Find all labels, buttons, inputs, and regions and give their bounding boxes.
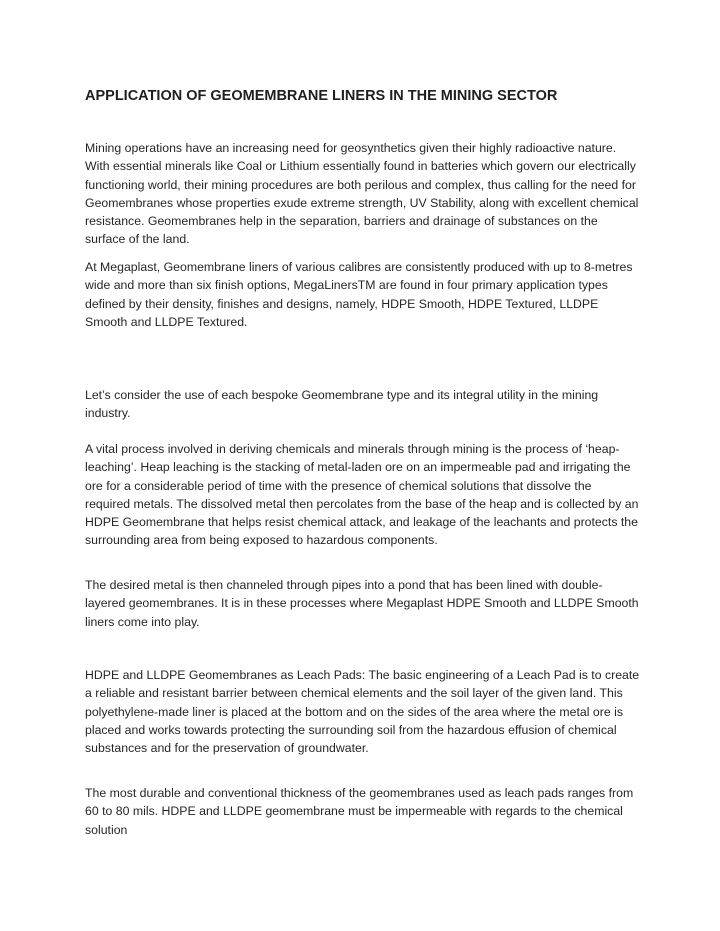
paragraph-leach-pads: HDPE and LLDPE Geomembranes as Leach Pads: The basic engineering of a Leach Pad is to create a reliable and resistant barrier between chemical elements and the soil layer of the given land. This polyethylene-made liner is placed at the bottom and on the sides of the area where the metal ore is placed and works towards protecting the surrounding soil from the hazardous effusion of chemical substances and for the preservation of groundwater. [85,668,640,756]
document-title: APPLICATION OF GEOMEMBRANE LINERS IN THE MINING SECTOR [85,88,558,104]
paragraph-desired-metal: The desired metal is then channeled through pipes into a pond that has been lined with double-layered geomembranes. It is in these processes where Megaplast HDPE Smooth and LLDPE Smooth liners come into play. [85,578,639,629]
paragraph-megaplast-liners: At Megaplast, Geomembrane liners of various calibres are consistently produced with up to 8-metres wide and more than six finish options, MegaLinersTM are found in four primary application types defined by their density, finishes and designs, namely, HDPE Smooth, HDPE Textured, LLDPE Smooth and LLDPE Textured. [85,260,633,329]
paragraph-thickness: The most durable and conventional thickness of the geomembranes used as leach pads ranges from 60 to 80 mils. HDPE and LLDPE geomembrane must be impermeable with regards to the chemical solution [85,786,634,837]
paragraph-mining-operations: Mining operations have an increasing need for geosynthetics given their highly radioactive nature. With essential minerals like Coal or Lithium essentially found in batteries which govern our electrically functioning world, their mining procedures are both perilous and complex, thus calling for the need for Geomembranes whose properties exude extreme strength, UV Stability, along with excellent chemical resistance. Geomembranes help in the separation, barriers and drainage of substances on the surface of the land. [85,141,639,247]
paragraph-consider-use: Let’s consider the use of each bespoke Geomembrane type and its integral utility in the mining industry. [85,388,599,421]
paragraph-heap-leaching: A vital process involved in deriving chemicals and minerals through mining is the process of ‘heap-leaching’. Heap leaching is the stacking of metal-laden ore on an impermeable pad and irrigating the ore for a considerable period of time with the presence of chemical solutions that dissolve the required metals. The dissolved metal then percolates from the base of the heap and is collected by an HDPE Geomembrane that helps resist chemical attack, and leakage of the leachants and protects the surrounding area from being exposed to hazardous components. [85,442,639,548]
